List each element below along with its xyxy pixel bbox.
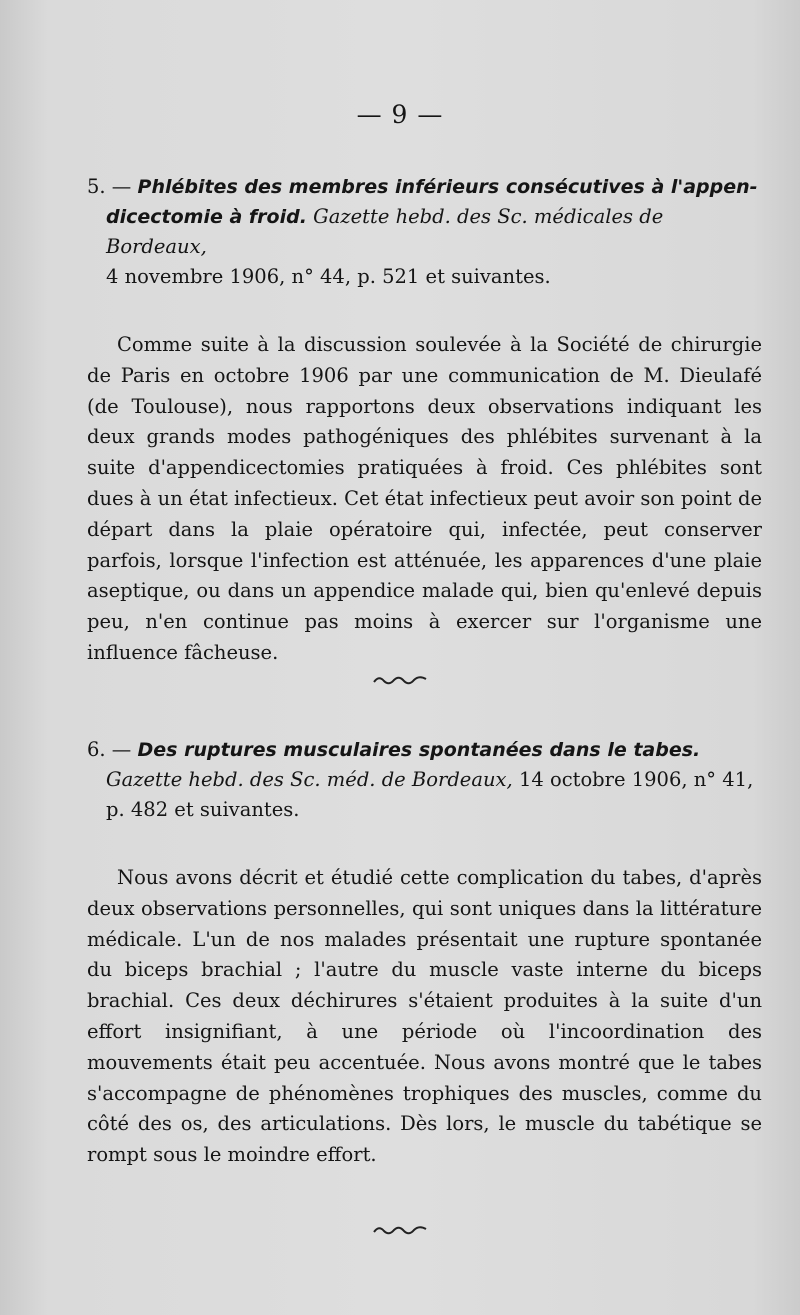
entry-reference: 4 novembre 1906, n° 44, p. 521 et suivantes.	[106, 265, 551, 288]
entry-reference-pages: p. 482 et suivantes.	[106, 798, 300, 821]
entry-citation	[87, 172, 762, 292]
entry-journal: Gazette hebd. des Sc. méd. de Bordeaux,	[106, 768, 513, 791]
ornament-divider	[0, 672, 800, 691]
entry-title-line2: dicectomie à froid.	[106, 206, 307, 228]
entry-title-line1: Phlébites des membres inférieurs consécutives à l'appen-	[137, 176, 758, 198]
page-number: — 9 —	[356, 100, 444, 129]
wave-ornament-icon	[372, 673, 428, 687]
entry-title: Des ruptures musculaires spontanées dans le tabes.	[137, 739, 701, 761]
entry-citation-continued	[87, 202, 762, 262]
entry-summary: Comme suite à la discussion soulevée à la Société de chirurgie de Paris en octobre 1906 par une communication de M. Dieulafé (de Toulouse), nous rapportons deux observations indiquant les deux grands modes pathogéniques des phlébites survenant à la suite d'appendicectomies pratiquées à froid. Ces phlébites sont dues à un état infectieux. Cet état infectieux peut avoir son point de départ dans la plaie opératoire qui, infectée, peut conserver parfois, lorsque l'infection est atténuée, les apparences d'une plaie aseptique, ou dans un appendice malade qui, bien qu'enlevé depuis peu, n'en continue pas moins à exercer sur l'organisme une influence fâcheuse.	[87, 333, 762, 664]
bibliography-entry-5	[87, 172, 762, 669]
entry-citation-continued	[87, 765, 762, 795]
entry-summary: Nous avons décrit et étudié cette complication du tabes, d'après deux observations personnelles, qui sont uniques dans la littérature médicale. L'un de nos malades présentait une rupture spontanée du biceps brachial ; l'autre du muscle vaste interne du biceps brachial. Ces deux déchirures s'étaient produites à la suite d'un effort insignifiant, à une période où l'incoordination des mouvements était peu accentuée. Nous avons montré que le tabes s'accompagne de phénomènes trophiques des muscles, comme du côté des os, des articulations. Dès lors, le muscle du tabétique se rompt sous le moindre effort.	[87, 866, 762, 1167]
entry-journal: Gazette hebd. des Sc. médicales de Bordeaux,	[106, 205, 664, 258]
bibliography-entry-6	[87, 735, 762, 1171]
entry-reference: 14 octobre 1906, n° 41,	[518, 768, 754, 791]
ornament-divider	[0, 1222, 800, 1241]
entry-number: 6. —	[87, 738, 138, 761]
entry-number: 5. —	[87, 175, 138, 198]
wave-ornament-icon	[372, 1223, 428, 1237]
entry-citation	[87, 735, 762, 825]
